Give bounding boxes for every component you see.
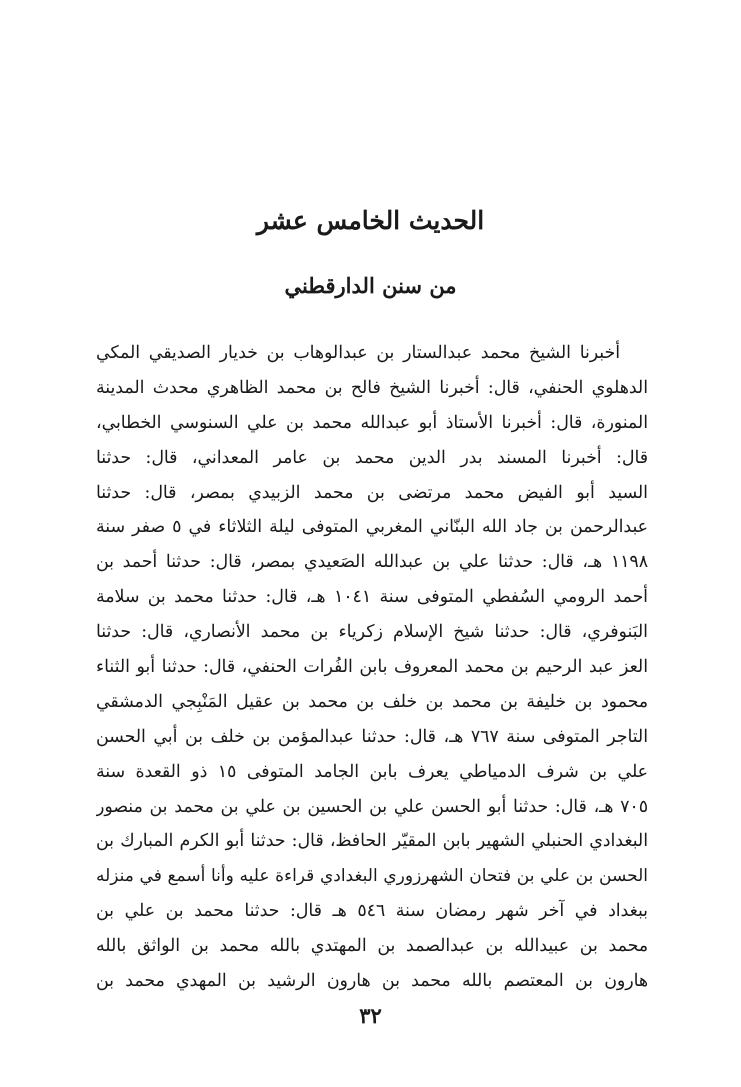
text-line: هارون بن المعتصم بالله محمد بن هارون الرشيد بن المهدي محمد بن <box>96 971 648 992</box>
text-line: محمد بن عبيدالله بن عبدالصمد بن المهتدي بالله محمد بن الواثق بالله <box>96 936 648 957</box>
text-line: ٧٠٥ هـ، قال: حدثنا أبو الحسن علي بن الحسين بن علي بن محمد بن منصور <box>96 796 648 817</box>
text-line: ١١٩٨ هـ، قال: حدثنا علي بن عبدالله الصَعيدي بمصر، قال: حدثنا أحمد بن <box>96 552 648 573</box>
text-line: عبدالرحمن بن جاد الله البنّاني المغربي المتوفى ليلة الثلاثاء في ٥ صفر سنة <box>96 517 648 538</box>
text-line: أخبرنا الشيخ محمد عبدالستار بن عبدالوهاب بن خديار الصديقي المكي <box>96 343 620 363</box>
isnad-paragraph <box>96 336 648 999</box>
text-line: البَنوفري، قال: حدثنا شيخ الإسلام زكرياء بن محمد الأنصاري، قال: حدثنا <box>96 622 648 643</box>
source-subtitle: من سنن الدارقطني <box>284 273 457 298</box>
text-line: البغدادي الحنبلي الشهير بابن المقيّر الحافظ، قال: حدثنا أبو الكرم المبارك بن <box>96 831 648 852</box>
text-line: أحمد الرومي السُفطي المتوفى سنة ١٠٤١ هـ، قال: حدثنا محمد بن سلامة <box>96 587 648 608</box>
text-line: السيد أبو الفيض محمد مرتضى بن محمد الزبيدي بمصر، قال: حدثنا <box>96 482 648 503</box>
text-line: الحسن بن علي بن فتحان الشهرزوري البغدادي قراءة عليه وأنا أسمع في منزله <box>96 866 648 887</box>
text-line: الدهلوي الحنفي، قال: أخبرنا الشيخ فالح بن محمد الظاهري محدث المدينة <box>96 377 648 398</box>
page-number: ٣٢ <box>359 1003 382 1028</box>
text-line: العز عبد الرحيم بن محمد المعروف بابن الفُرات الحنفي، قال: حدثنا أبو الثناء <box>96 657 648 678</box>
hadith-title: الحديث الخامس عشر <box>256 206 485 235</box>
text-line: ببغداد في آخر شهر رمضان سنة ٥٤٦ هـ قال: حدثنا محمد بن علي بن <box>96 901 648 922</box>
text-line: التاجر المتوفى سنة ٧٦٧ هـ، قال: حدثنا عبدالمؤمن بن خلف بن أبي الحسن <box>96 726 648 747</box>
text-line: المنورة، قال: أخبرنا الأستاذ أبو عبدالله محمد بن علي السنوسي الخطابي، <box>96 412 648 433</box>
text-line: قال: أخبرنا المسند بدر الدين محمد بن عامر المعداني، قال: حدثنا <box>96 447 648 468</box>
text-line: علي بن شرف الدمياطي يعرف بابن الجامد المتوفى ١٥ ذو القعدة سنة <box>96 761 648 782</box>
text-line: محمود بن خليفة بن محمد بن خلف بن محمد بن عقيل المَنْبِجي الدمشقي <box>96 691 648 712</box>
